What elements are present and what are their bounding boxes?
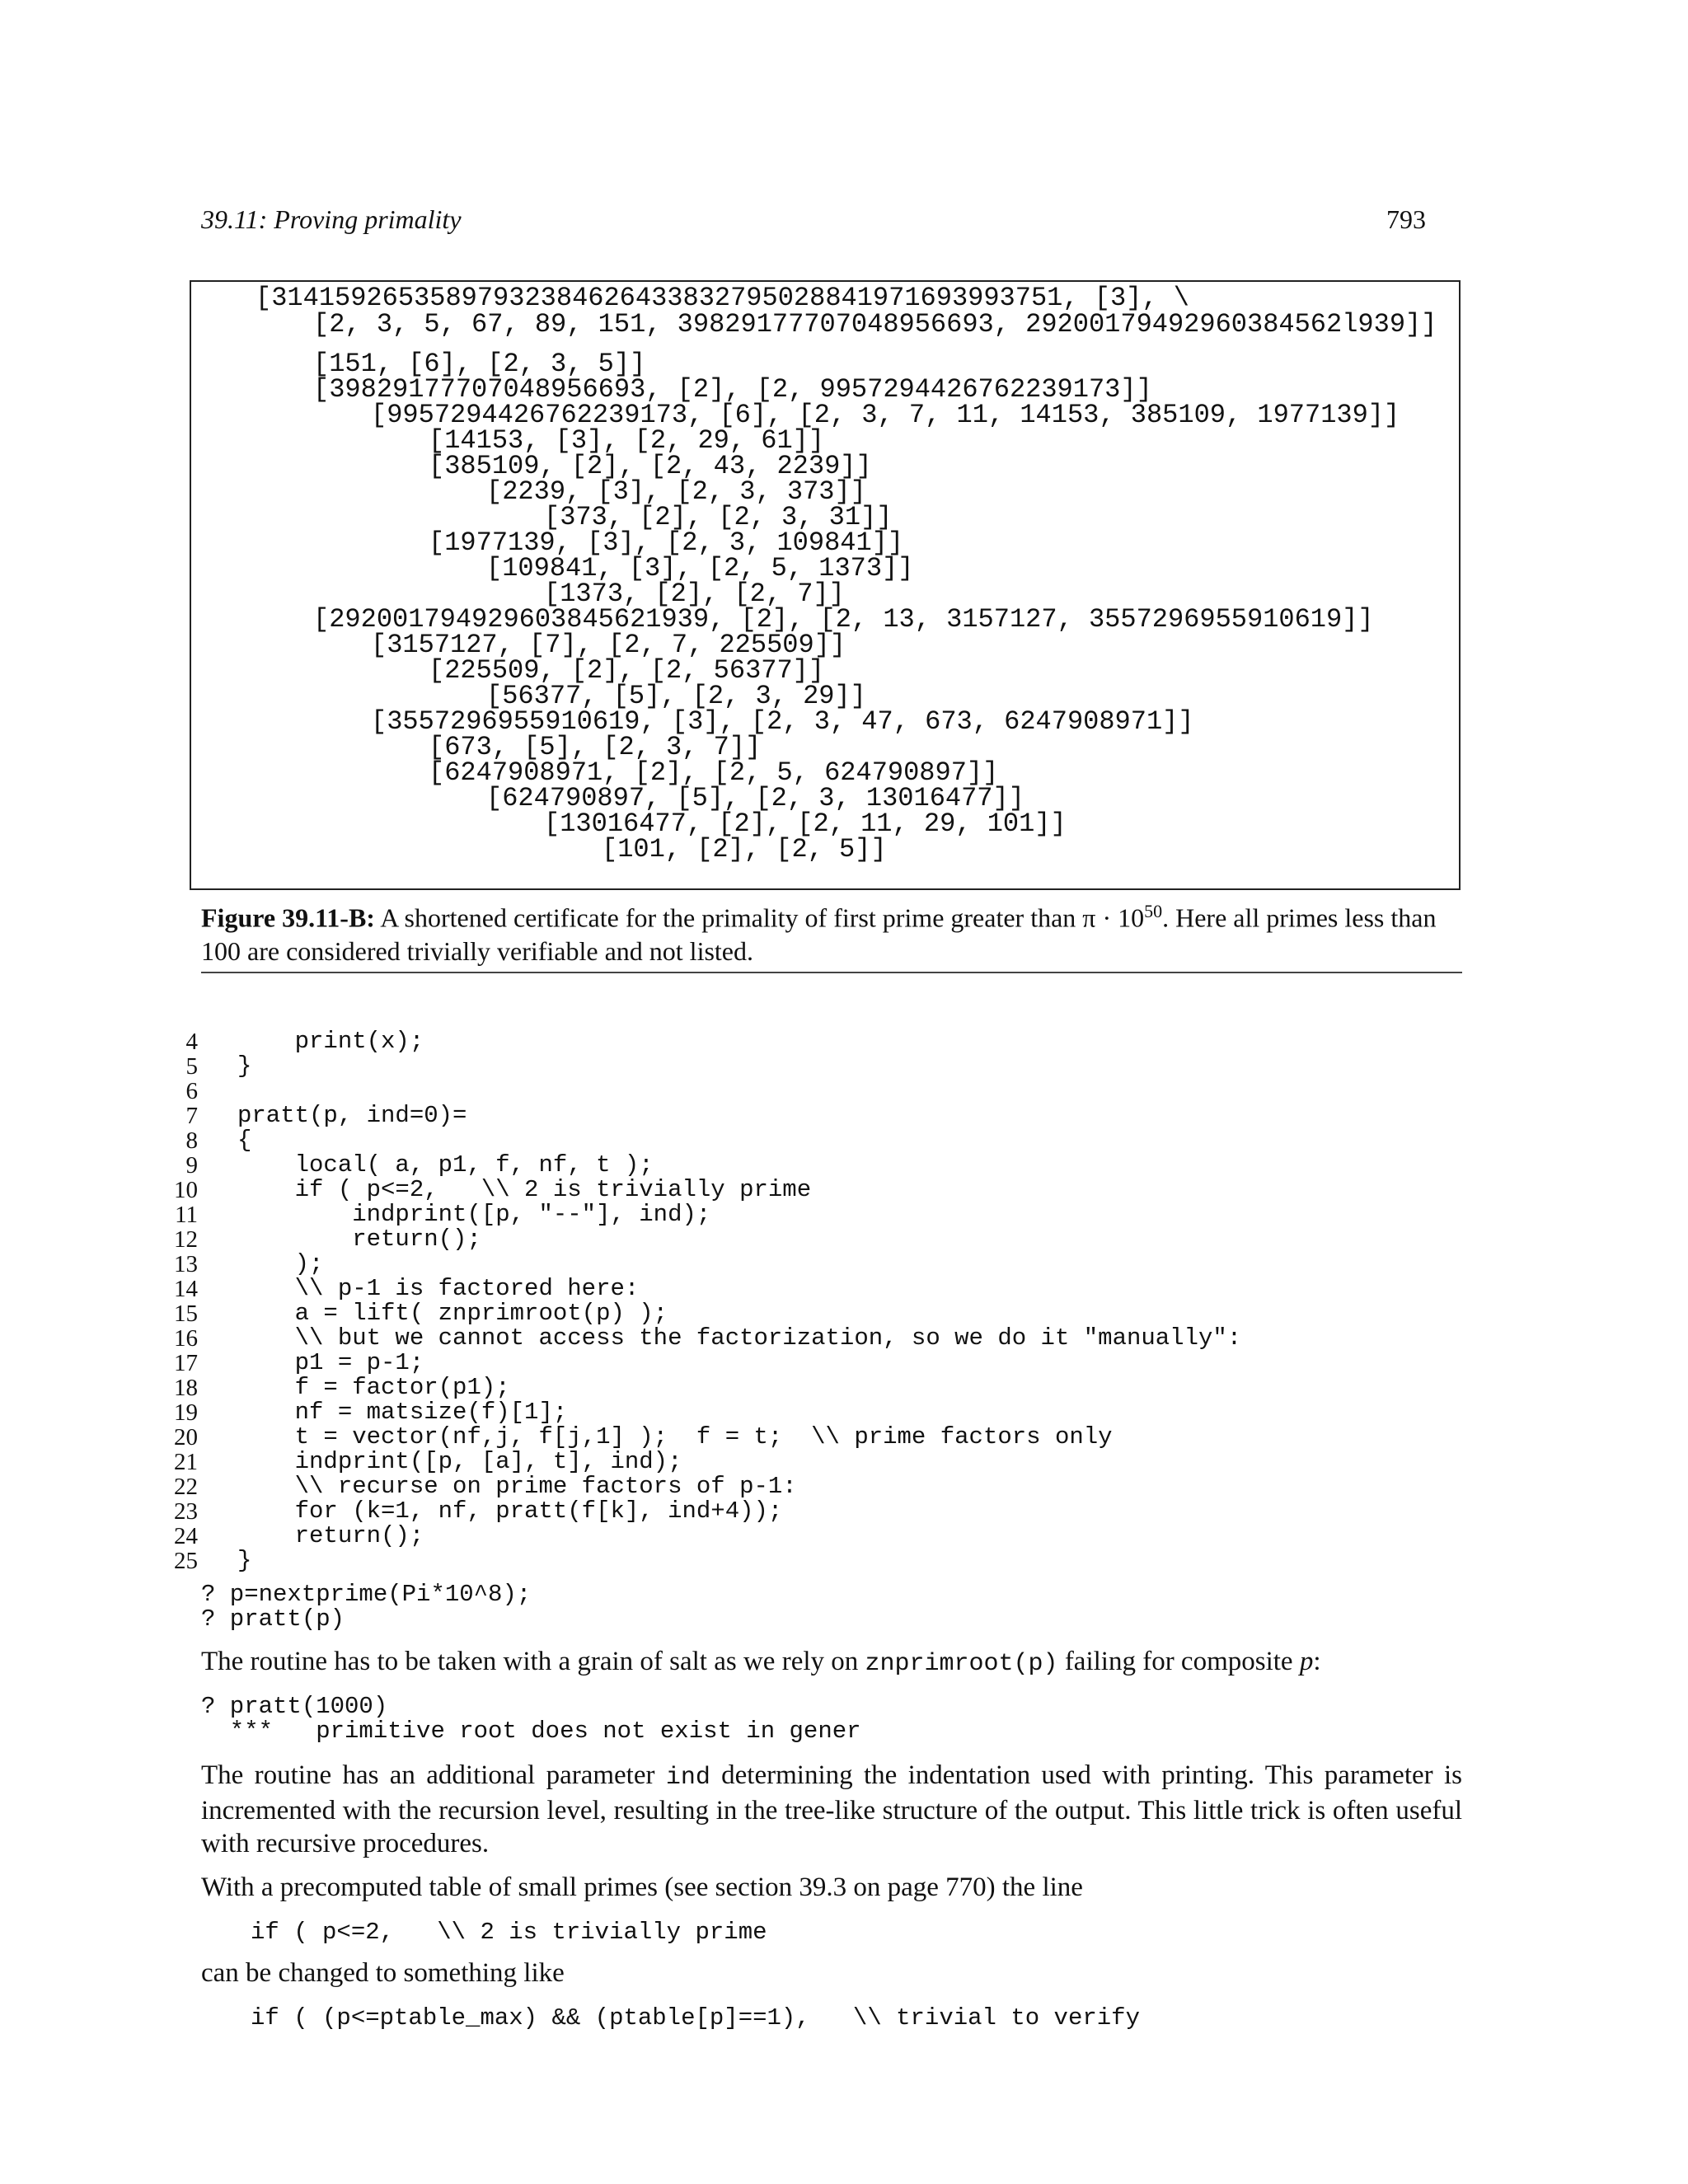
code-line: return();	[237, 1226, 481, 1253]
code-line: local( a, p1, f, nf, t );	[237, 1151, 654, 1179]
certificate-line: [6247908971, [2], [2, 5, 624790897]]	[429, 757, 999, 788]
certificate-line: [673, [5], [2, 3, 7]]	[429, 732, 762, 762]
para-text: :	[1313, 1647, 1321, 1676]
caption-text-end: . Here all primes less than 100 are considered trivially verifiable and not listed.	[201, 902, 1437, 966]
line-number: 18	[174, 1375, 198, 1401]
code-line: f = factor(p1);	[237, 1374, 510, 1401]
certificate-line: [225509, [2], [2, 56377]]	[429, 655, 825, 686]
line-number: 7	[185, 1103, 198, 1129]
code-line: );	[237, 1250, 324, 1277]
code-snippet: if ( (p<=ptable_max) && (ptable[p]==1), \\ trivial to verify	[251, 2004, 1140, 2032]
code-line: indprint([p, "--"], ind);	[237, 1201, 711, 1228]
certificate-line: [31415926535897932384626433832795028841971693993751, [3], \	[256, 283, 1189, 313]
code-line: nf = matsize(f)[1];	[237, 1399, 568, 1426]
certificate-line: [14153, [3], [2, 29, 61]]	[429, 425, 825, 456]
paragraph-precomputed-table: With a precomputed table of small primes (see section 39.3 on page 770) the line	[201, 1872, 1083, 1902]
certificate-line: [385109, [2], [2, 43, 2239]]	[429, 451, 872, 481]
para-text: The routine has an additional parameter	[201, 1760, 666, 1790]
certificate-line: [151, [6], [2, 3, 5]]	[313, 349, 646, 379]
certificate-line: [1977139, [3], [2, 3, 109841]]	[429, 527, 904, 558]
line-number: 6	[185, 1078, 198, 1104]
section-title: 39.11: Proving primality	[201, 204, 462, 234]
certificate-line: [9957294426762239173, [6], [2, 3, 7, 11, 14153, 385109, 1977139]]	[371, 400, 1400, 430]
inline-code: znprimroot(p)	[865, 1650, 1058, 1678]
certificate-line: [101, [2], [2, 5]]	[602, 834, 887, 865]
certificate-line: [109841, [3], [2, 5, 1373]]	[486, 553, 914, 583]
session-line: ? pratt(1000)	[201, 1693, 388, 1720]
certificate-line: [13016477, [2], [2, 11, 29, 101]]	[544, 808, 1067, 839]
code-line: pratt(p, ind=0)=	[237, 1102, 467, 1129]
code-line: \\ p-1 is factored here:	[237, 1275, 640, 1302]
line-number: 10	[174, 1177, 198, 1203]
certificate-line: [373, [2], [2, 3, 31]]	[544, 502, 893, 532]
code-line: t = vector(nf,j, f[j,1] ); f = t; \\ prime factors only	[237, 1423, 1113, 1451]
para-text: determining the indentation used with printing. This parameter is incremented with the recursion level, resulting in the tree-like structure of the output. This little trick is often useful with recursive procedures.	[201, 1760, 1462, 1858]
caption-text: A shortened certificate for the primality of first prime greater than π · 10	[374, 902, 1145, 933]
code-line: print(x);	[237, 1028, 424, 1055]
line-number: 16	[174, 1325, 198, 1352]
caption-rule	[201, 972, 1462, 973]
code-line: if ( p<=2, \\ 2 is trivially prime	[237, 1176, 812, 1203]
line-number: 5	[185, 1053, 198, 1080]
session-line: *** primitive root does not exist in gener	[201, 1718, 861, 1745]
line-number: 15	[174, 1301, 198, 1327]
certificate-line: [56377, [5], [2, 3, 29]]	[486, 681, 866, 711]
code-line: {	[237, 1127, 252, 1154]
certificate-figure	[190, 280, 1461, 890]
line-number: 12	[174, 1226, 198, 1253]
code-line: for (k=1, nf, pratt(f[k], ind+4));	[237, 1497, 783, 1525]
line-number: 25	[174, 1548, 198, 1574]
certificate-line: [2239, [3], [2, 3, 373]]	[486, 476, 866, 507]
line-number: 19	[174, 1399, 198, 1426]
para-text: failing for composite	[1057, 1647, 1300, 1676]
figure-caption	[201, 895, 1462, 968]
certificate-line: [1373, [2], [2, 7]]	[544, 579, 845, 609]
code-line: }	[237, 1052, 252, 1080]
code-snippet: if ( p<=2, \\ 2 is trivially prime	[251, 1919, 767, 1946]
figure-label: Figure 39.11-B:	[201, 902, 375, 933]
line-number: 24	[174, 1523, 198, 1549]
line-number: 13	[174, 1251, 198, 1277]
code-line: \\ recurse on prime factors of p-1:	[237, 1473, 797, 1500]
paragraph-indentation	[201, 1759, 1462, 1860]
certificate-line: [3157127, [7], [2, 7, 225509]]	[371, 630, 846, 660]
certificate-line: [2, 3, 5, 67, 89, 151, 39829177707048956693, 29200179492960384562l939]]	[313, 309, 1437, 340]
line-number: 9	[185, 1152, 198, 1179]
line-number: 11	[175, 1202, 198, 1228]
line-number: 17	[174, 1350, 198, 1376]
paragraph-changed-to: can be changed to something like	[201, 1958, 565, 1988]
code-line: a = lift( znprimroot(p) );	[237, 1300, 668, 1327]
code-line: \\ but we cannot access the factorization, so we do it "manually":	[237, 1324, 1242, 1352]
line-number: 21	[174, 1449, 198, 1475]
line-number: 4	[185, 1029, 198, 1055]
caption-exponent: 50	[1144, 901, 1163, 921]
certificate-line: [624790897, [5], [2, 3, 13016477]]	[486, 783, 1025, 813]
paragraph-grain-of-salt	[201, 1645, 1462, 1680]
inline-code: ind	[665, 1764, 710, 1792]
certificate-line: [292001794929603845621939, [2], [2, 13, 3157127, 3557296955910619]]	[313, 604, 1374, 635]
code-line: }	[237, 1547, 252, 1574]
para-text: The routine has to be taken with a grain of salt as we rely on	[201, 1647, 865, 1676]
session-line: ? pratt(p)	[201, 1605, 345, 1633]
certificate-line: [39829177707048956693, [2], [2, 9957294426762239173]]	[313, 374, 1152, 405]
math-variable: p	[1299, 1647, 1314, 1676]
code-line: return();	[237, 1522, 424, 1549]
line-number: 23	[174, 1498, 198, 1525]
certificate-line: [3557296955910619, [3], [2, 3, 47, 673, 6247908971]]	[371, 706, 1194, 737]
page-number: 793	[1386, 204, 1426, 234]
line-number: 22	[174, 1474, 198, 1500]
code-line: indprint([p, [a], t], ind);	[237, 1448, 682, 1475]
line-number: 20	[174, 1424, 198, 1451]
session-line: ? p=nextprime(Pi*10^8);	[201, 1581, 532, 1608]
line-number: 14	[174, 1276, 198, 1302]
line-number: 8	[185, 1127, 198, 1154]
code-line: p1 = p-1;	[237, 1349, 424, 1376]
